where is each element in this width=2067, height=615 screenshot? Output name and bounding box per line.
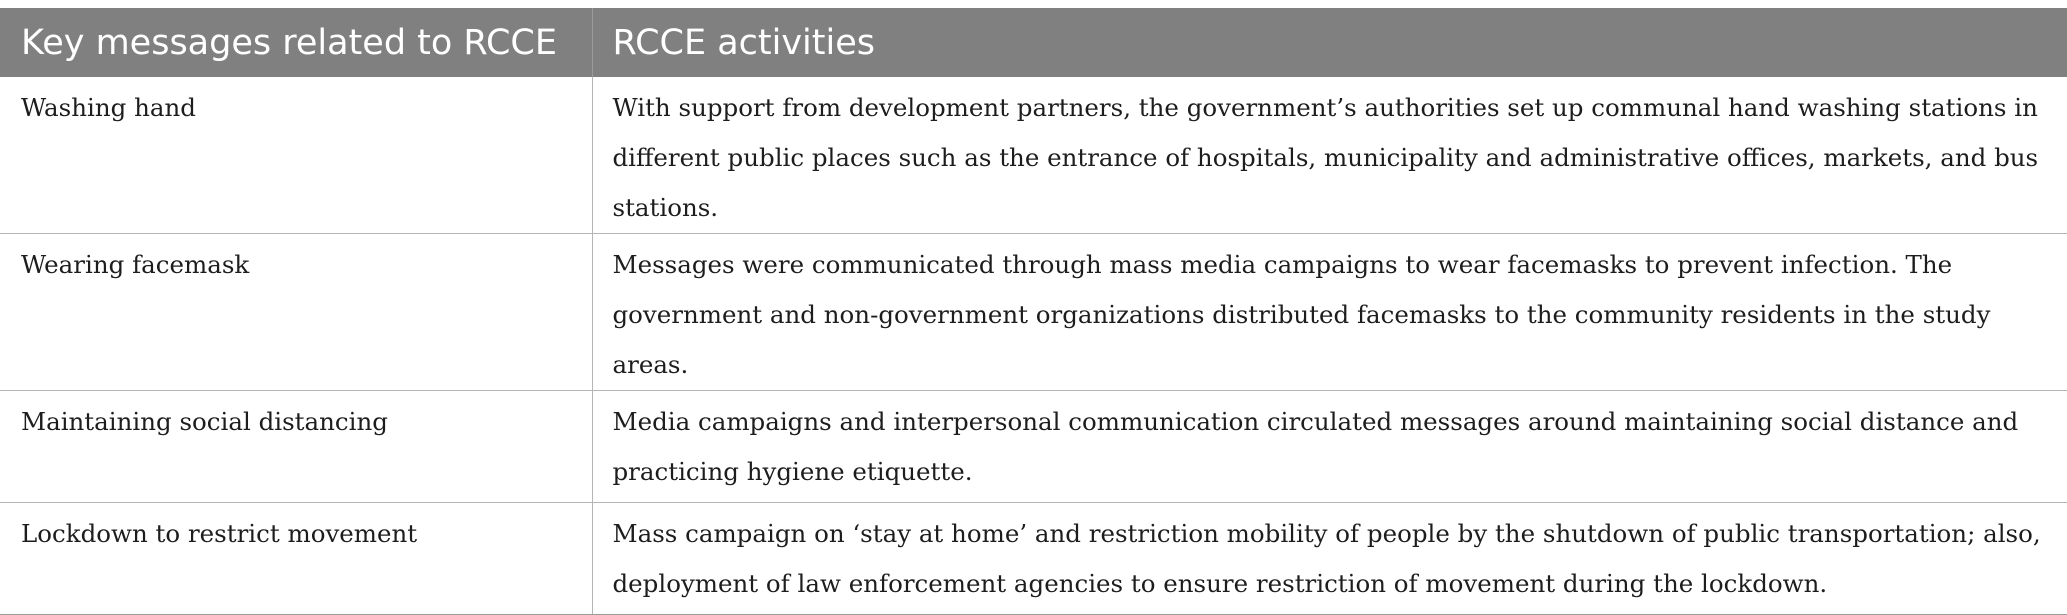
table-header — [0, 8, 2067, 77]
header-rcce-activities: RCCE activities — [592, 8, 2067, 77]
key-message-text: Wearing facemask — [21, 250, 250, 279]
activity-text: Messages were communicated through mass media campaigns to wear facemasks to prevent infection. The government and non-government organizations distributed facemasks to the community residents in the study areas. — [612, 250, 1991, 379]
activity-cell — [592, 234, 2067, 391]
key-message-cell — [0, 503, 592, 615]
activity-cell — [592, 77, 2067, 234]
key-message-cell — [0, 77, 592, 234]
key-message-text: Maintaining social distancing — [21, 407, 388, 436]
table-row — [0, 391, 2067, 503]
rcce-table-container — [0, 8, 2067, 615]
key-message-text: Washing hand — [21, 93, 196, 122]
table-row — [0, 234, 2067, 391]
activity-text: Mass campaign on ‘stay at home’ and restriction mobility of people by the shutdown of public transportation; also, deployment of law enforcement agencies to ensure restriction of movement during the lockdown. — [612, 519, 2041, 598]
table-row — [0, 503, 2067, 615]
header-row — [0, 8, 2067, 77]
activity-text: With support from development partners, the government’s authorities set up communal hand washing stations in different public places such as the entrance of hospitals, municipality and administrative offices, markets, and bus stations. — [612, 93, 2039, 222]
key-message-cell — [0, 234, 592, 391]
activity-text: Media campaigns and interpersonal communication circulated messages around maintaining social distance and practicing hygiene etiquette. — [612, 407, 2019, 486]
activity-cell — [592, 503, 2067, 615]
table-row — [0, 77, 2067, 234]
activity-cell — [592, 391, 2067, 503]
key-message-cell — [0, 391, 592, 503]
header-key-messages: Key messages related to RCCE — [0, 8, 592, 77]
key-message-text: Lockdown to restrict movement — [21, 519, 418, 548]
table-body — [0, 77, 2067, 615]
rcce-table — [0, 8, 2067, 615]
